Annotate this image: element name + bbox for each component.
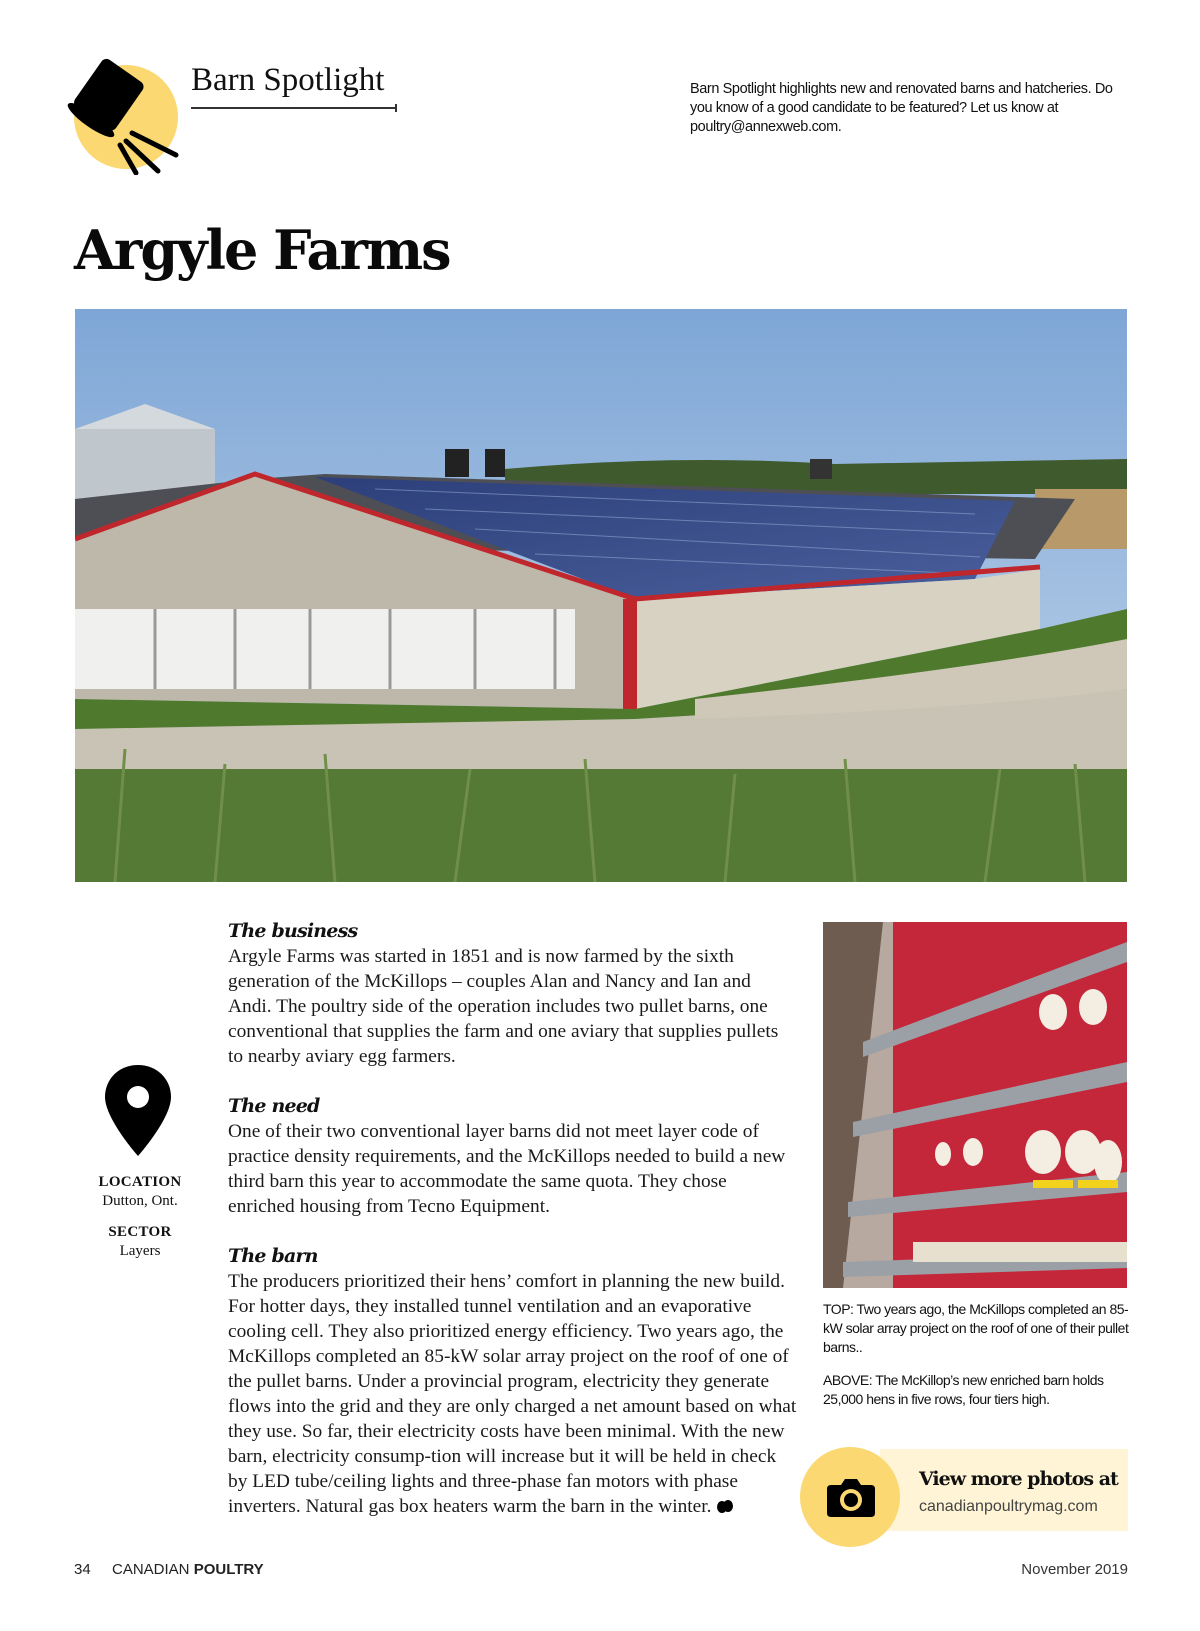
- section-heading-barn: The barn: [228, 1245, 318, 1267]
- section-heading-need: The need: [228, 1095, 320, 1117]
- sector-block: [80, 1224, 200, 1260]
- enriched-barn-photo: [823, 922, 1127, 1288]
- section-text-business: Argyle Farms was started in 1851 and is now farmed by the sixth generation of the McKillops – couples Alan and Nancy and Ian and Andi. The poultry side of the operation includes two pullet barns, one conventional that supplies the farm and one aviary that supplies pullets to nearby aviary egg farmers.: [228, 946, 779, 1067]
- barn-solar-photo: [75, 309, 1127, 882]
- section-text-need: One of their two conventional layer barns did not meet layer code of practice density requirements, and the McKillops needed to build a new third barn this year to accommodate the same quota. They chose enriched housing from Tecno Equipment.: [228, 1121, 786, 1217]
- location-label: LOCATION: [98, 1174, 182, 1190]
- more-photos-title: View more photos at: [919, 1468, 1118, 1490]
- location-pin-icon: [103, 1063, 173, 1158]
- magazine-prefix: CANADIAN: [112, 1561, 190, 1578]
- end-mark-icon: [716, 1499, 734, 1513]
- more-photos-link[interactable]: canadianpoultrymag.com: [919, 1498, 1098, 1515]
- article-body: [228, 919, 798, 1519]
- article-title: Argyle Farms: [74, 218, 450, 282]
- sector-value: Layers: [119, 1243, 161, 1259]
- caption-top: TOP: Two years ago, the McKillops completed an 85-kW solar array project on the roof of one of their pullet barns..: [823, 1301, 1129, 1355]
- spotlight-icon: [66, 55, 186, 175]
- issue-date: November 2019: [1021, 1561, 1128, 1578]
- intro-text: Barn Spotlight highlights new and renovated barns and hatcheries. Do you know of a good candidate to be featured? Let us know at poultry@annexweb.com.: [690, 81, 1113, 135]
- section-heading-business: The business: [228, 920, 358, 942]
- location-value: Dutton, Ont.: [102, 1193, 178, 1209]
- caption-above: ABOVE: The McKillop’s new enriched barn holds 25,000 hens in five rows, four tiers high.: [823, 1372, 1104, 1407]
- section-rule: [191, 107, 397, 109]
- page-number: 34: [74, 1561, 91, 1578]
- section-label: Barn Spotlight: [191, 62, 385, 98]
- location-block: [80, 1174, 200, 1210]
- magazine-bold: POULTRY: [193, 1561, 264, 1578]
- section-text-barn: The producers prioritized their hens’ comfort in planning the new build. For hotter days, they installed tunnel ventilation and an evaporative cooling cell. They also prioritized energy efficiency. Two years ago, the McKillops completed an 85-kW solar array project on the roof of one of the pullet barns. Under a provincial program, electricity they generate flows into the grid and they are only charged a net amount based on what they use. So far, their electricity costs have been minimal. With the new barn, electricity consump-tion will increase but it will be held in check by LED tube/ceiling lights and three-phase fan motors with phase inverters. Natural gas box heaters warm the barn in the winter.: [228, 1271, 797, 1517]
- magazine-name: [112, 1561, 264, 1578]
- camera-icon: [826, 1476, 876, 1518]
- more-photos-box[interactable]: [880, 1449, 1128, 1531]
- sector-label: SECTOR: [108, 1224, 172, 1240]
